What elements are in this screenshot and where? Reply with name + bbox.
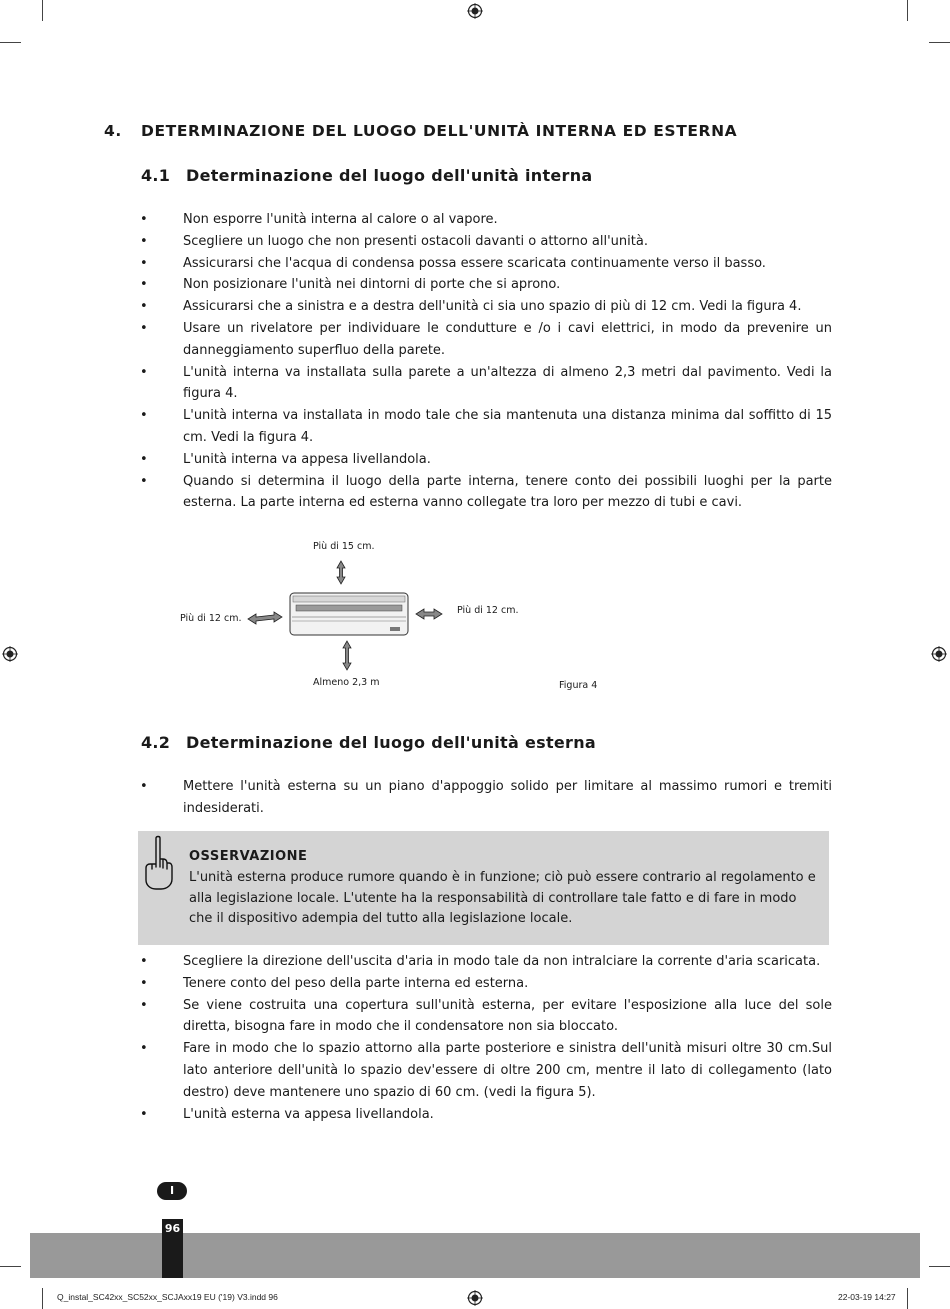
- crop-mark: [929, 42, 950, 43]
- crop-mark: [0, 1266, 21, 1267]
- height-label: Almeno 2,3 m: [313, 677, 380, 688]
- section-heading: [104, 122, 737, 140]
- crop-mark: [907, 1288, 908, 1309]
- indoor-unit-diagram: [240, 555, 450, 675]
- section-number: 4.: [104, 122, 122, 140]
- list-item: • L'unità esterna va appesa livellandola.: [140, 1104, 832, 1126]
- list-item: • Non posizionare l'unità nei dintorni di porte che si aprono.: [140, 274, 832, 296]
- clearance-top-label: Più di 15 cm.: [313, 541, 375, 552]
- list-item: • L'unità interna va installata in modo tale che sia mantenuta una distanza minima dal soffitto di 15 cm. Vedi la figura 4.: [140, 405, 832, 449]
- note-title: OSSERVAZIONE: [189, 849, 308, 864]
- list-item: • Usare un rivelatore per individuare le condutture e /o i cavi elettrici, in modo da prevenire un danneggiamento superfluo della parete.: [140, 318, 832, 362]
- list-item: • Assicurarsi che l'acqua di condensa possa essere scaricata continuamente verso il basso.: [140, 253, 832, 275]
- figure-caption: Figura 4: [559, 680, 598, 691]
- print-slug-date: 22-03-19 14:27: [838, 1292, 896, 1302]
- indoor-unit-list: [140, 209, 832, 514]
- list-item: • L'unità interna va appesa livellandola.: [140, 449, 832, 471]
- subsection-heading-4-1: [141, 166, 593, 185]
- subsection-number: 4.2: [141, 733, 171, 752]
- crop-mark: [42, 0, 43, 21]
- list-item: • Tenere conto del peso della parte interna ed esterna.: [140, 973, 832, 995]
- list-item: • Se viene costruita una copertura sull'unità esterna, per evitare l'esposizione alla luce del sole diretta, bisogna fare in modo che il condensatore non sia bloccato.: [140, 995, 832, 1039]
- outdoor-unit-list: [140, 951, 832, 1125]
- note-box: [138, 831, 829, 945]
- list-item: • Fare in modo che lo spazio attorno alla parte posteriore e sinistra dell'unità misuri oltre 30 cm.Sul lato anteriore dell'unità lo spazio dev'essere di oltre 200 cm, mentre il lato di collegamento (lato destro) deve mantenere uno spazio di 60 cm. (vedi la figura 5).: [140, 1038, 832, 1103]
- subsection-title: Determinazione del luogo dell'unità esterna: [186, 733, 597, 752]
- crop-mark: [0, 42, 21, 43]
- clearance-left-label: Più di 12 cm.: [180, 613, 242, 624]
- list-item: • Non esporre l'unità interna al calore o al vapore.: [140, 209, 832, 231]
- language-badge: I: [157, 1182, 187, 1200]
- registration-mark-icon: [931, 646, 947, 662]
- registration-mark-icon: [2, 646, 18, 662]
- crop-mark: [907, 0, 908, 21]
- crop-mark: [929, 1266, 950, 1267]
- section-title: DETERMINAZIONE DEL LUOGO DELL'UNITÀ INTERNA ED ESTERNA: [141, 122, 738, 140]
- page-number: 96: [164, 1222, 181, 1235]
- page-number-tab: [162, 1219, 183, 1278]
- pointing-hand-icon: [143, 835, 175, 891]
- registration-mark-icon: [467, 1290, 483, 1306]
- list-item: • Mettere l'unità esterna su un piano d'appoggio solido per limitare al massimo rumori e tremiti indesiderati.: [140, 776, 832, 820]
- subsection-number: 4.1: [141, 166, 171, 185]
- clearance-right-label: Più di 12 cm.: [457, 605, 519, 616]
- list-item: • Scegliere un luogo che non presenti ostacoli davanti o attorno all'unità.: [140, 231, 832, 253]
- subsection-heading-4-2: [141, 733, 596, 752]
- note-body: L'unità esterna produce rumore quando è in funzione; ciò può essere contrario al regolamento e alla legislazione locale. L'utente ha la responsabilità di controllare tale fatto e di fare in modo che il dispositivo adempia del tutto alla legislazione locale.: [189, 870, 816, 926]
- outdoor-unit-list-intro: [140, 776, 832, 820]
- registration-mark-icon: [467, 3, 483, 19]
- print-slug-filename: Q_instal_SC42xx_SC52xx_SCJAxx19 EU ('19) V3.indd 96: [57, 1292, 278, 1302]
- subsection-title: Determinazione del luogo dell'unità interna: [186, 166, 593, 185]
- list-item: • Quando si determina il luogo della parte interna, tenere conto dei possibili luoghi per la parte esterna. La parte interna ed esterna vanno collegate tra loro per mezzo di tubi e cavi.: [140, 471, 832, 515]
- crop-mark: [42, 1288, 43, 1309]
- list-item: • Scegliere la direzione dell'uscita d'aria in modo tale da non intralciare la corrente d'aria scaricata.: [140, 951, 832, 973]
- list-item: • Assicurarsi che a sinistra e a destra dell'unità ci sia uno spazio di più di 12 cm. Vedi la figura 4.: [140, 296, 832, 318]
- list-item: • L'unità interna va installata sulla parete a un'altezza di almeno 2,3 metri dal pavimento. Vedi la figura 4.: [140, 362, 832, 406]
